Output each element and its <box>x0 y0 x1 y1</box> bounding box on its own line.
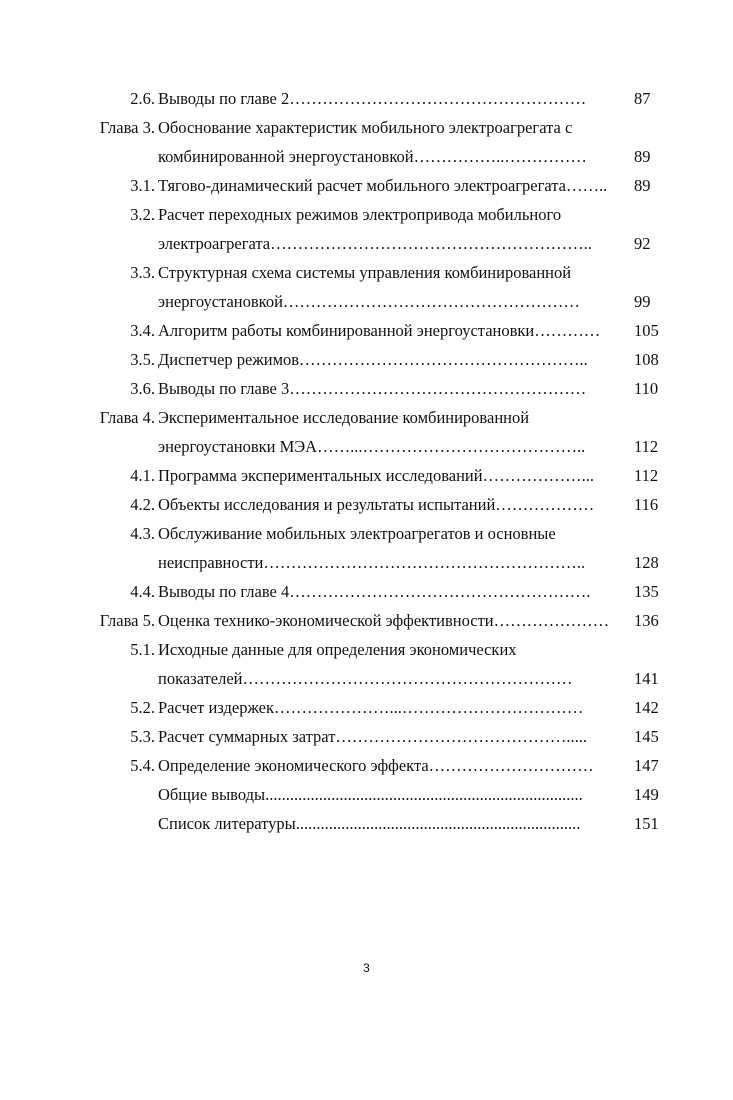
toc-entry-title: энергоустановки МЭА……...………………………………….. <box>158 437 586 456</box>
toc-entry[interactable] <box>0 461 733 490</box>
toc-entry-number: 3.1. <box>130 176 155 195</box>
toc-entry-title: Обоснование характеристик мобильного электроагрегата с <box>158 118 573 137</box>
toc-entry-number: Глава 3. <box>99 118 155 137</box>
toc-entry-number: Глава 5. <box>99 611 155 630</box>
toc-entry-page: 87 <box>634 89 651 108</box>
toc-entry-page: 116 <box>634 495 659 514</box>
toc-entry-title: неисправности………………………………………………….. <box>158 553 586 572</box>
toc-entry-number: Глава 4. <box>99 408 155 427</box>
toc-entry-page: 135 <box>634 582 659 601</box>
toc-entry-title: Общие выводы............................................................................. <box>158 785 583 804</box>
toc-entry-number: 4.3. <box>130 524 155 543</box>
toc-entry-title: Расчет суммарных затрат……………………………………..... <box>158 727 588 746</box>
toc-entry-title: Оценка технико-экономической эффективности………………… <box>158 611 610 630</box>
toc-entry-page: 99 <box>634 292 651 311</box>
toc-entry[interactable] <box>0 432 733 461</box>
toc-entry-number: 3.2. <box>130 205 155 224</box>
toc-entry-page: 89 <box>634 176 651 195</box>
toc-entry-title: Обслуживание мобильных электроагрегатов и основные <box>158 524 556 543</box>
toc-entry-title: Программа экспериментальных исследований………………... <box>158 466 594 485</box>
toc-entry-title: Список литературы..................................................................... <box>158 814 581 833</box>
toc-entry[interactable] <box>0 635 733 664</box>
toc-entry[interactable] <box>0 113 733 142</box>
toc-entry-number: 3.6. <box>130 379 155 398</box>
toc-entry-number: 5.2. <box>130 698 155 717</box>
toc-entry-number: 4.4. <box>130 582 155 601</box>
toc-entry-title: Структурная схема системы управления комбинированной <box>158 263 572 282</box>
toc-entry-number: 3.3. <box>130 263 155 282</box>
toc-entry[interactable] <box>0 316 733 345</box>
toc-entry[interactable] <box>0 403 733 432</box>
toc-entry-title: показателей…………………………………………………… <box>158 669 573 688</box>
toc-entry-page: 110 <box>634 379 659 398</box>
toc-entry-page: 128 <box>634 553 659 572</box>
toc-entry-title: Выводы по главе 2……………………………………………… <box>158 89 587 108</box>
toc-entry-page: 142 <box>634 698 659 717</box>
toc-entry-title: Экспериментальное исследование комбинированной <box>158 408 530 427</box>
toc-entry[interactable] <box>0 693 733 722</box>
toc-entry-title: Расчет переходных режимов электропривода мобильного <box>158 205 562 224</box>
toc-entry-number: 4.2. <box>130 495 155 514</box>
toc-entry-page: 147 <box>634 756 659 775</box>
toc-entry-number: 2.6. <box>130 89 155 108</box>
toc-entry[interactable] <box>0 809 733 838</box>
toc-entry[interactable] <box>0 200 733 229</box>
toc-entry-page: 141 <box>634 669 659 688</box>
table-of-contents <box>0 84 733 838</box>
toc-entry-number: 5.3. <box>130 727 155 746</box>
toc-entry[interactable] <box>0 287 733 316</box>
toc-entry[interactable] <box>0 722 733 751</box>
toc-entry-title: энергоустановкой……………………………………………… <box>158 292 580 311</box>
toc-entry[interactable] <box>0 142 733 171</box>
toc-entry[interactable] <box>0 490 733 519</box>
toc-entry-page: 151 <box>634 814 659 833</box>
toc-entry-number: 5.1. <box>130 640 155 659</box>
toc-entry-number: 3.5. <box>130 350 155 369</box>
toc-entry[interactable] <box>0 171 733 200</box>
toc-entry-title: Расчет издержек…………………...…………………………… <box>158 698 584 717</box>
toc-entry-number: 4.1. <box>130 466 155 485</box>
toc-entry-title: электроагрегата………………………………………………….. <box>158 234 592 253</box>
toc-entry-number: 3.4. <box>130 321 155 340</box>
toc-entry-title: Определение экономического эффекта………………………… <box>158 756 594 775</box>
toc-entry[interactable] <box>0 577 733 606</box>
toc-entry-title: Алгоритм работы комбинированной энергоустановки………… <box>158 321 601 340</box>
toc-entry-page: 145 <box>634 727 659 746</box>
toc-entry-page: 92 <box>634 234 651 253</box>
toc-entry-page: 112 <box>634 437 659 456</box>
toc-entry-title: Тягово-динамический расчет мобильного электроагрегата…….. <box>158 176 608 195</box>
toc-entry-title: Диспетчер режимов…………………………………………….. <box>158 350 588 369</box>
toc-entry-title: Выводы по главе 4………………………………………………. <box>158 582 591 601</box>
toc-entry[interactable] <box>0 229 733 258</box>
toc-entry-title: Исходные данные для определения экономических <box>158 640 517 659</box>
toc-entry-title: Объекты исследования и результаты испытаний……………… <box>158 495 595 514</box>
toc-entry-page: 112 <box>634 466 659 485</box>
toc-entry[interactable] <box>0 519 733 548</box>
toc-entry-title: Выводы по главе 3……………………………………………… <box>158 379 587 398</box>
toc-entry[interactable] <box>0 780 733 809</box>
toc-entry[interactable] <box>0 374 733 403</box>
toc-entry[interactable] <box>0 664 733 693</box>
toc-entry-page: 136 <box>634 611 659 630</box>
toc-entry-page: 89 <box>634 147 651 166</box>
toc-entry-title: комбинированной энергоустановкой……………..…………… <box>158 147 587 166</box>
toc-entry[interactable] <box>0 751 733 780</box>
toc-entry[interactable] <box>0 548 733 577</box>
toc-entry-page: 105 <box>634 321 659 340</box>
toc-entry-number: 5.4. <box>130 756 155 775</box>
toc-entry-page: 108 <box>634 350 659 369</box>
toc-entry[interactable] <box>0 84 733 113</box>
toc-entry[interactable] <box>0 345 733 374</box>
toc-entry[interactable] <box>0 606 733 635</box>
toc-entry[interactable] <box>0 258 733 287</box>
page-number: 3 <box>363 961 370 975</box>
toc-entry-page: 149 <box>634 785 659 804</box>
